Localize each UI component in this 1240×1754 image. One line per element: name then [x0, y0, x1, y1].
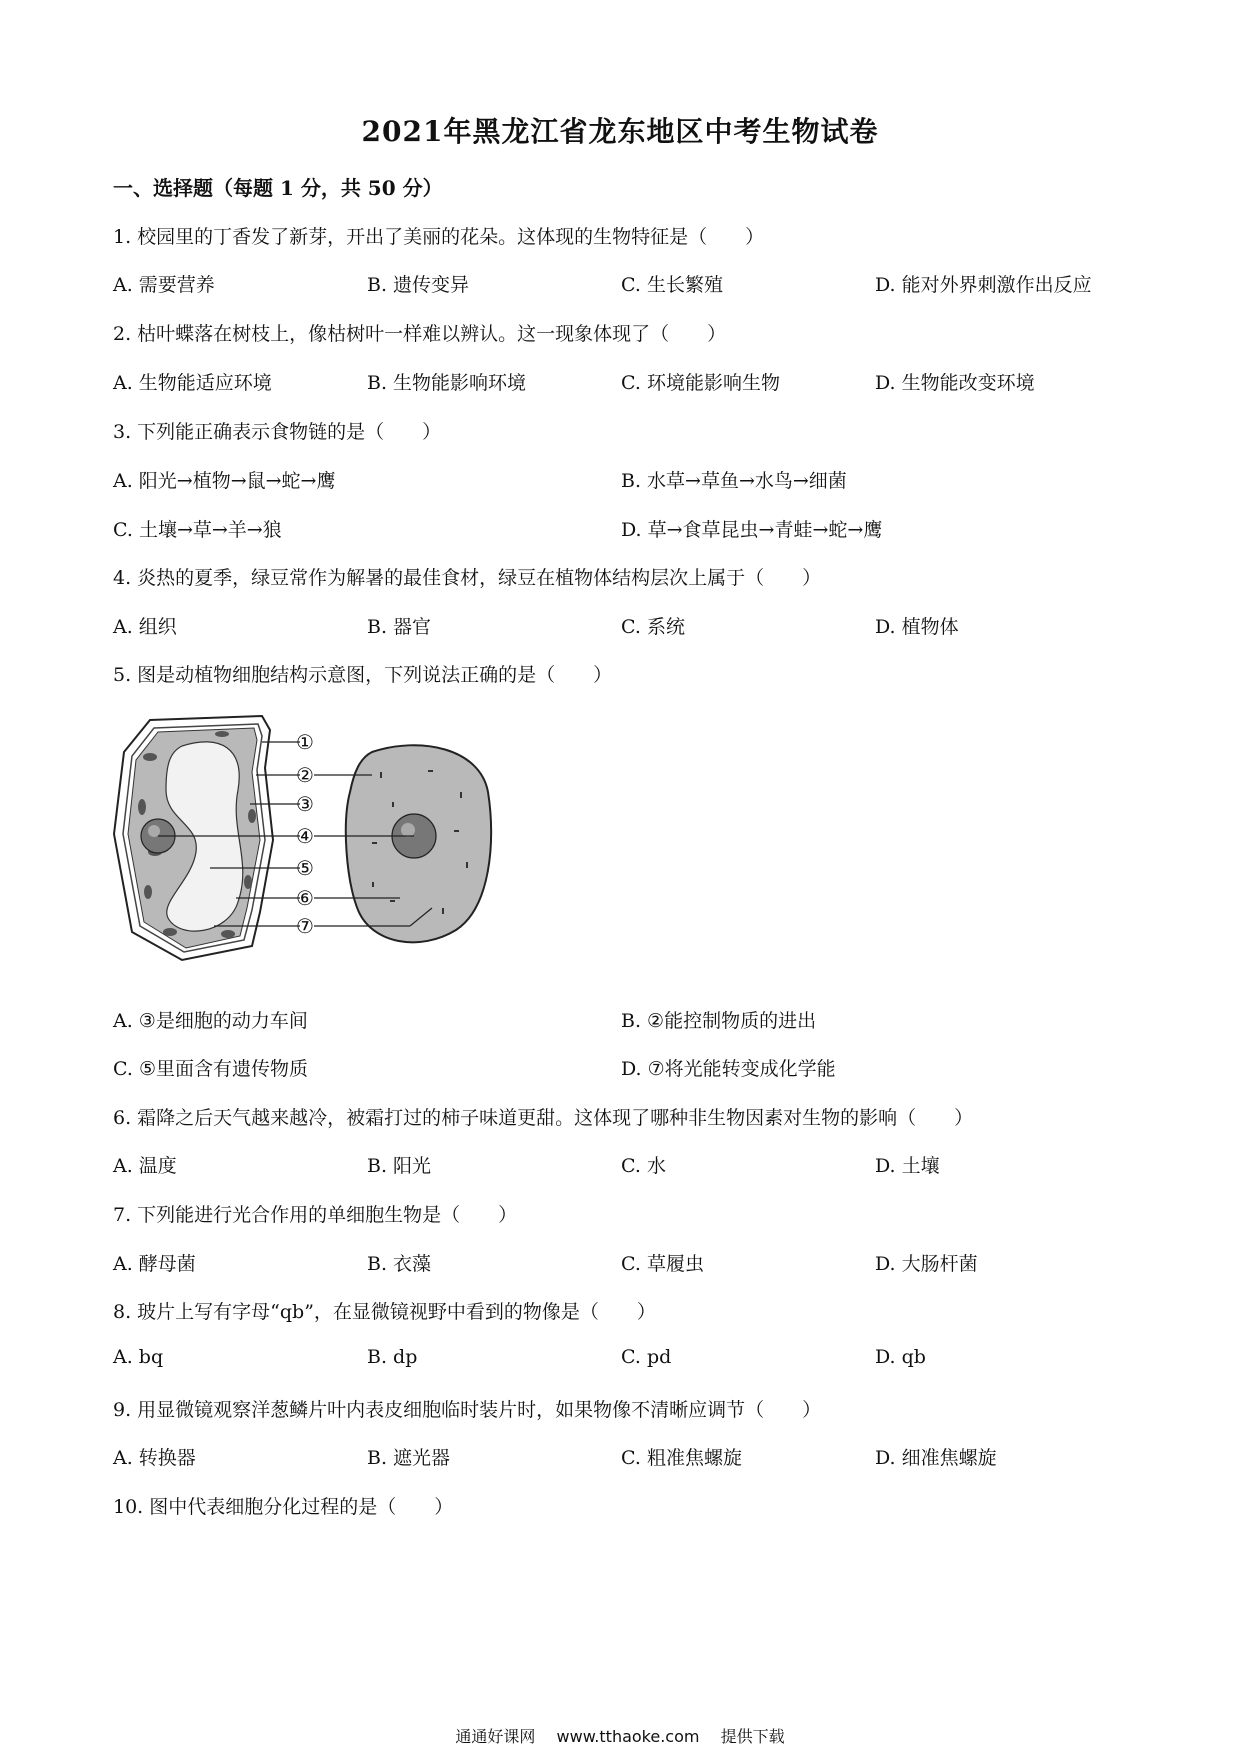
footer-url[interactable]: www.tthaoke.com [556, 1727, 700, 1746]
chloroplast [143, 753, 157, 761]
footer-site-name: 通通好课网 [455, 1727, 536, 1746]
q3-option-b: B. 水草→草鱼→水鸟→细菌 [621, 470, 847, 492]
q4-option-b: B. 器官 [367, 616, 432, 638]
label-7: ⑦ [296, 914, 314, 938]
q5-option-d: D. ⑦将光能转变成化学能 [621, 1058, 836, 1080]
q9-option-b: B. 遮光器 [367, 1447, 451, 1469]
footer-note: 提供下载 [720, 1727, 785, 1746]
q6-option-c: C. 水 [621, 1155, 666, 1177]
section-heading: 一、选择题（每题 1 分，共 50 分） [113, 176, 443, 200]
question-5: 5. 图是动植物细胞结构示意图，下列说法正确的是（ ） [113, 664, 613, 686]
chloroplast [221, 930, 235, 938]
q6-option-a: A. 温度 [113, 1155, 177, 1177]
q7-option-a: A. 酵母菌 [113, 1253, 196, 1275]
q1-option-b: B. 遗传变异 [367, 274, 470, 296]
chloroplast [144, 885, 152, 899]
q8-option-c: C. pd [621, 1346, 672, 1368]
question-9: 9. 用显微镜观察洋葱鳞片叶内表皮细胞临时装片时，如果物像不清晰应调节（ ） [113, 1399, 822, 1421]
question-6: 6. 霜降之后天气越来越冷，被霜打过的柿子味道更甜。这体现了哪种非生物因素对生物的影响（ ） [113, 1107, 974, 1129]
q4-option-d: D. 植物体 [875, 616, 959, 638]
label-4: ④ [296, 824, 314, 848]
q3-option-d: D. 草→食草昆虫→青蛙→蛇→鹰 [621, 519, 883, 541]
chloroplast [138, 799, 146, 815]
cell-structure-diagram [110, 712, 570, 982]
q7-option-d: D. 大肠杆菌 [875, 1253, 978, 1275]
q9-option-c: C. 粗准焦螺旋 [621, 1447, 742, 1469]
chloroplast [248, 809, 256, 823]
question-1: 1. 校园里的丁香发了新芽，开出了美丽的花朵。这体现的生物特征是（ ） [113, 226, 765, 248]
q5-option-b: B. ②能控制物质的进出 [621, 1010, 817, 1032]
q8-option-a: A. bq [113, 1346, 164, 1368]
label-2: ② [296, 763, 314, 787]
label-3: ③ [296, 792, 314, 816]
chloroplast [215, 731, 229, 737]
q3-option-c: C. 土壤→草→羊→狼 [113, 519, 282, 541]
label-1: ① [296, 730, 314, 754]
q2-option-c: C. 环境能影响生物 [621, 372, 780, 394]
q5-option-c: C. ⑤里面含有遗传物质 [113, 1058, 308, 1080]
q4-option-c: C. 系统 [621, 616, 685, 638]
question-3: 3. 下列能正确表示食物链的是（ ） [113, 421, 442, 443]
q2-option-d: D. 生物能改变环境 [875, 372, 1035, 394]
q2-option-a: A. 生物能适应环境 [113, 372, 272, 394]
question-8: 8. 玻片上写有字母“qb”，在显微镜视野中看到的物像是（ ） [113, 1301, 656, 1323]
q1-option-a: A. 需要营养 [113, 274, 215, 296]
q9-option-a: A. 转换器 [113, 1447, 196, 1469]
q2-option-b: B. 生物能影响环境 [367, 372, 527, 394]
q7-option-b: B. 衣藻 [367, 1253, 432, 1275]
q6-option-b: B. 阳光 [367, 1155, 432, 1177]
q8-option-b: B. dp [367, 1346, 418, 1368]
q3-option-a: A. 阳光→植物→鼠→蛇→鹰 [113, 470, 336, 492]
q5-option-a: A. ③是细胞的动力车间 [113, 1010, 308, 1032]
plant-nucleus-highlight [148, 825, 160, 837]
question-4: 4. 炎热的夏季，绿豆常作为解暑的最佳食材，绿豆在植物体结构层次上属于（ ） [113, 567, 822, 589]
q6-option-d: D. 土壤 [875, 1155, 940, 1177]
q8-option-d: D. qb [875, 1346, 926, 1368]
page-title: 2021年黑龙江省龙东地区中考生物试卷 [361, 115, 879, 148]
question-7: 7. 下列能进行光合作用的单细胞生物是（ ） [113, 1204, 518, 1226]
animal-nucleus-highlight [401, 823, 415, 837]
chloroplast [244, 875, 252, 889]
label-6: ⑥ [296, 886, 314, 910]
q9-option-d: D. 细准焦螺旋 [875, 1447, 997, 1469]
question-2: 2. 枯叶蝶落在树枝上，像枯树叶一样难以辨认。这一现象体现了（ ） [113, 323, 727, 345]
page-footer [0, 1724, 1240, 1747]
chloroplast [163, 928, 177, 936]
q7-option-c: C. 草履虫 [621, 1253, 704, 1275]
q1-option-d: D. 能对外界刺激作出反应 [875, 274, 1092, 296]
label-5: ⑤ [296, 856, 314, 880]
q1-option-c: C. 生长繁殖 [621, 274, 723, 296]
question-10: 10. 图中代表细胞分化过程的是（ ） [113, 1496, 454, 1518]
q4-option-a: A. 组织 [113, 616, 177, 638]
